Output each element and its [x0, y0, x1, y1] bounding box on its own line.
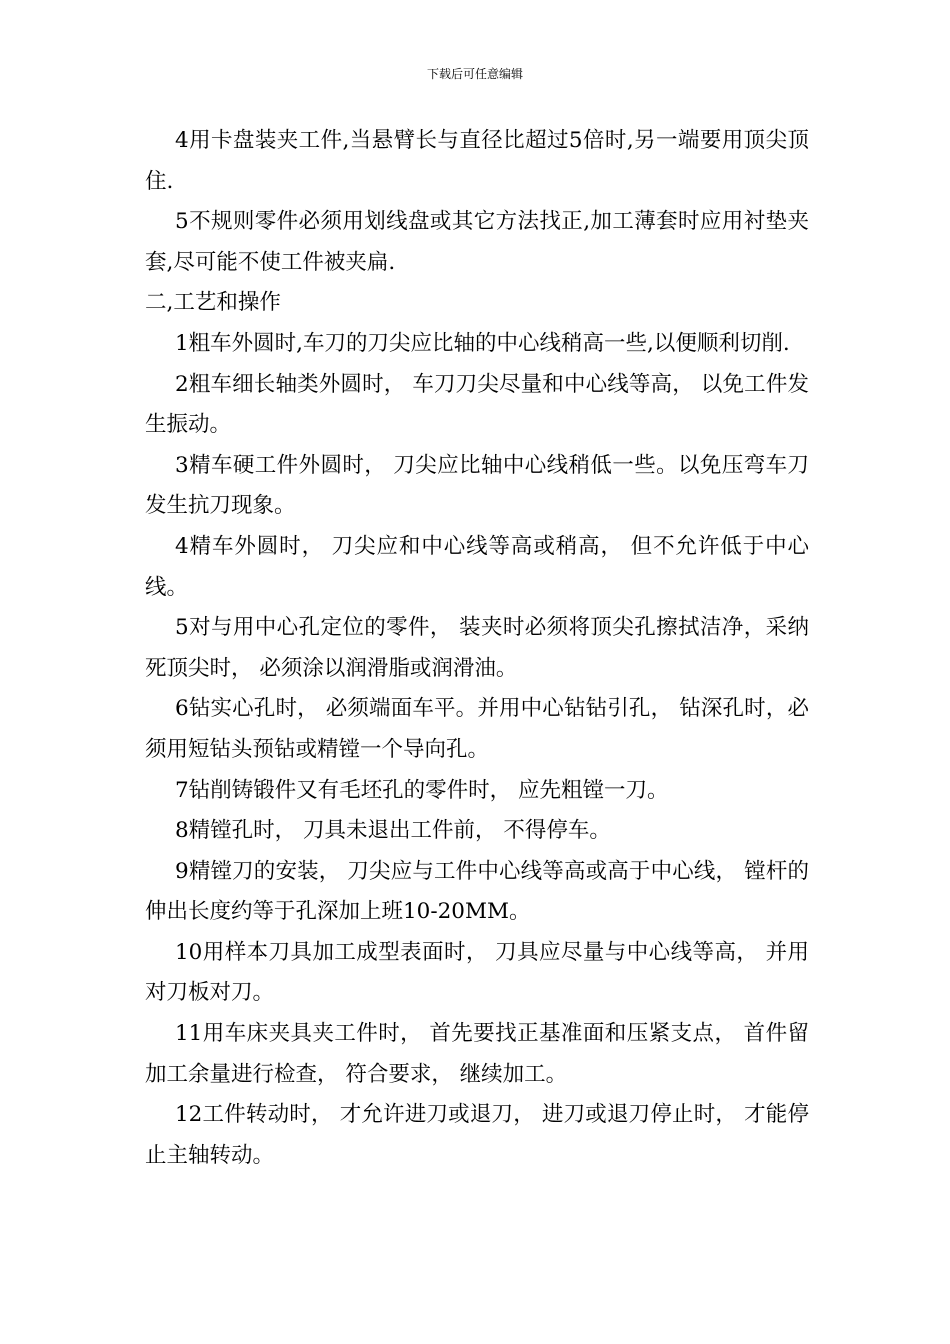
paragraph-8: 6钻实心孔时， 必须端面车平。并用中心钻钻引孔， 钻深孔时，必须用短钻头预钻或精镗一个导向孔。: [145, 696, 809, 762]
paragraph-4: 2粗车细长轴类外圆时， 车刀刀尖尽量和中心线等高， 以免工件发生振动。: [145, 371, 809, 438]
paragraph-11: 9精镗刀的安装， 刀尖应与工件中心线等高或高于中心线， 镗杆的伸出长度约等于孔深加上班10-20MM。: [145, 858, 809, 925]
document-body: [145, 121, 809, 1176]
paragraph-1: 4用卡盘装夹工件,当悬臂长与直径比超过5倍时,另一端要用顶尖顶住.: [145, 128, 809, 194]
paragraph-12: 10用样本刀具加工成型表面时， 刀具应尽量与中心线等高， 并用对刀板对刀。: [145, 939, 809, 1006]
paragraph-10: 8精镗孔时， 刀具未退出工件前， 不得停车。: [175, 818, 611, 844]
paragraph-3: 1粗车外圆时,车刀的刀尖应比轴的中心线稍高一些,以便顺利切削.: [175, 330, 790, 356]
paragraph-7: 5对与用中心孔定位的零件， 装夹时必须将顶尖孔擦拭洁净，采纳死顶尖时， 必须涂以润滑脂或润滑油。: [145, 615, 809, 681]
paragraph-9: 7钻削铸锻件又有毛坯孔的零件时， 应先粗镗一刀。: [175, 777, 669, 803]
paragraph-5: 3精车硬工件外圆时， 刀尖应比轴中心线稍低一些。以免压弯车刀发生抗刀现象。: [145, 452, 809, 519]
paragraph-6: 4精车外圆时， 刀尖应和中心线等高或稍高， 但不允许低于中心线。: [145, 533, 809, 600]
paragraph-13: 11用车床夹具夹工件时， 首先要找正基准面和压紧支点， 首件留加工余量进行检查， 符合要求， 继续加工。: [145, 1021, 809, 1087]
paragraph-2: 5不规则零件必须用划线盘或其它方法找正,加工薄套时应用衬垫夹套,尽可能不使工件被夹扁.: [145, 209, 809, 275]
page-header: 下载后可任意编辑: [426, 67, 523, 81]
paragraph-14: 12工件转动时， 才允许进刀或退刀， 进刀或退刀停止时， 才能停止主轴转动。: [145, 1102, 809, 1168]
section-heading: 二,工艺和操作: [145, 290, 281, 316]
